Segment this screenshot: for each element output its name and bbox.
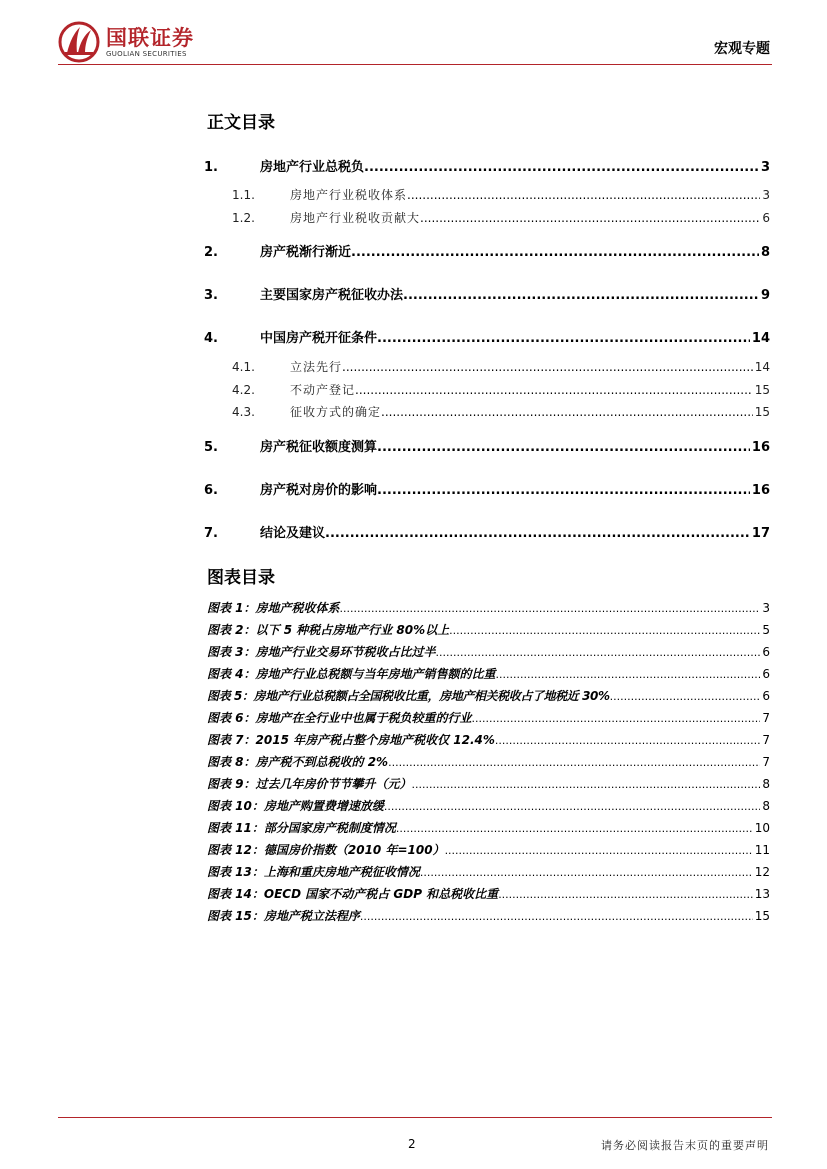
- toc-entry-title: 立法先行: [290, 360, 343, 374]
- toc-entry[interactable]: [200, 327, 770, 345]
- figure-entry[interactable]: [207, 885, 770, 902]
- figure-entry-title: 图表 9：过去几年房价节节攀升（元）: [207, 777, 412, 791]
- toc-entry-title: 中国房产税开征条件: [260, 331, 378, 346]
- toc-leader-dots: [377, 483, 750, 498]
- toc-entry-title: 房地产行业总税负: [260, 160, 365, 175]
- figure-entry-title: 图表 12：德国房价指数（2010 年=100）: [207, 843, 445, 857]
- toc-leader-dots: [351, 245, 759, 260]
- figure-entry-title: 图表 6：房地产在全行业中也属于税负较重的行业: [207, 711, 472, 725]
- figure-entry-page: 7: [762, 755, 770, 769]
- toc-leader-dots: [407, 188, 760, 202]
- figure-entry[interactable]: [207, 709, 770, 726]
- figure-entry-title: 图表 10：房地产购置费增速放缓: [207, 799, 384, 813]
- figure-entry[interactable]: [207, 643, 770, 660]
- toc-entry-title: 房产税渐行渐近: [260, 245, 352, 260]
- page-header: [58, 20, 772, 64]
- figure-entry-page: 3: [762, 601, 770, 615]
- logo-name-cn: 国联证券: [106, 25, 194, 50]
- toc-entry-page: 16: [751, 483, 770, 498]
- toc-entry-page: 9: [760, 288, 770, 303]
- toc-entry[interactable]: [200, 479, 770, 497]
- figure-entry-page: 7: [762, 733, 770, 747]
- toc-entry-page: 8: [760, 245, 770, 260]
- logo-name-en: GUOLIAN SECURITIES: [106, 49, 187, 58]
- toc-subentry[interactable]: [200, 403, 770, 421]
- figure-entry[interactable]: [207, 599, 770, 616]
- figure-leader-dots: [445, 844, 753, 857]
- figure-entry-title: 图表 11：部分国家房产税制度情况: [207, 821, 396, 835]
- toc-entry-number: 1.: [204, 160, 218, 175]
- figure-leader-dots: [449, 624, 760, 637]
- figure-entry-page: 7: [762, 711, 770, 725]
- toc-entry-title: 房产税征收额度测算: [260, 440, 378, 455]
- toc-entry-page: 3: [760, 160, 770, 175]
- figure-entry[interactable]: [207, 819, 770, 836]
- report-type: 宏观专题: [714, 41, 770, 57]
- figure-leader-dots: [396, 822, 753, 835]
- toc-entry-number: 1.1.: [232, 188, 255, 202]
- figure-entry-title: 图表 3：房地产行业交易环节税收占比过半: [207, 645, 436, 659]
- footer-disclaimer: 请务必阅读报告末页的重要声明: [601, 1139, 769, 1152]
- figure-entry-title: 图表 7：2015 年房产税占整个房地产税收仅 12.4%: [207, 733, 495, 747]
- figure-entry[interactable]: [207, 621, 770, 638]
- figure-entry-page: 8: [762, 777, 770, 791]
- toc-leader-dots: [377, 440, 750, 455]
- toc-subentry[interactable]: [200, 358, 770, 376]
- toc-entry-number: 1.2.: [232, 211, 255, 225]
- figure-entry-title: 图表 2：以下 5 种税占房地产行业 80%以上: [207, 623, 450, 637]
- figure-entry-page: 8: [762, 799, 770, 813]
- toc-subentry[interactable]: [200, 381, 770, 399]
- toc-entry-title: 征收方式的确定: [290, 405, 382, 419]
- figure-entry-page: 15: [754, 909, 770, 923]
- figure-entry-page: 12: [754, 865, 770, 879]
- figure-leader-dots: [340, 602, 761, 615]
- toc-entry-number: 2.: [204, 245, 218, 260]
- figure-entry[interactable]: [207, 841, 770, 858]
- toc-entry-number: 7.: [204, 526, 218, 541]
- guolian-logo-icon: [58, 21, 100, 63]
- toc-entry-number: 6.: [204, 483, 218, 498]
- figure-leader-dots: [610, 690, 761, 703]
- toc-entry-page: 3: [762, 188, 770, 202]
- figure-entry-title: 图表 5：房地产行业总税额占全国税收比重，房地产相关税收占了地税近 30%: [207, 689, 610, 703]
- figure-leader-dots: [498, 888, 753, 901]
- figure-entry[interactable]: [207, 907, 770, 924]
- figure-leader-dots: [472, 712, 761, 725]
- toc-entry[interactable]: [200, 436, 770, 454]
- page-number: 2: [408, 1137, 416, 1151]
- toc-entry-title: 主要国家房产税征收办法: [260, 288, 404, 303]
- toc-entry-title: 房地产行业税收体系: [290, 188, 408, 202]
- toc-entry[interactable]: [200, 156, 770, 174]
- figure-leader-dots: [496, 668, 761, 681]
- toc-leader-dots: [355, 383, 753, 397]
- figure-entry-page: 13: [754, 887, 770, 901]
- figure-entry-title: 图表 1：房地产税收体系: [207, 601, 340, 615]
- toc-leader-dots: [342, 360, 753, 374]
- toc-entry-page: 14: [754, 360, 770, 374]
- toc-entry-page: 6: [762, 211, 770, 225]
- figure-leader-dots: [412, 778, 761, 791]
- figure-entry[interactable]: [207, 797, 770, 814]
- company-logo: [58, 20, 194, 64]
- toc-entry-number: 3.: [204, 288, 218, 303]
- toc-leader-dots: [403, 288, 759, 303]
- toc-entry-number: 4.: [204, 331, 218, 346]
- toc-entry-number: 5.: [204, 440, 218, 455]
- figure-entry[interactable]: [207, 753, 770, 770]
- figure-leader-dots: [384, 800, 760, 813]
- toc-entry-page: 16: [751, 440, 770, 455]
- figure-entry-page: 6: [762, 667, 770, 681]
- figures-heading: 图表目录: [207, 568, 275, 588]
- figure-entry[interactable]: [207, 665, 770, 682]
- figure-leader-dots: [436, 646, 761, 659]
- toc-entry-page: 17: [751, 526, 770, 541]
- toc-subentry[interactable]: [200, 209, 770, 227]
- toc-leader-dots: [325, 526, 750, 541]
- toc-entry-number: 4.2.: [232, 383, 255, 397]
- figure-entry[interactable]: [207, 731, 770, 748]
- figure-leader-dots: [495, 734, 760, 747]
- toc-entry-page: 15: [754, 405, 770, 419]
- toc-leader-dots: [381, 405, 753, 419]
- figure-entry-title: 图表 15：房地产税立法程序: [207, 909, 360, 923]
- figure-leader-dots: [388, 756, 760, 769]
- toc-entry[interactable]: [200, 241, 770, 259]
- toc-leader-dots: [364, 160, 759, 175]
- toc-entry-number: 4.1.: [232, 360, 255, 374]
- toc-heading: 正文目录: [207, 113, 275, 133]
- toc-entry-page: 14: [751, 331, 770, 346]
- toc-entry-title: 不动产登记: [290, 383, 356, 397]
- toc-entry[interactable]: [200, 522, 770, 540]
- figure-entry-title: 图表 13：上海和重庆房地产税征收情况: [207, 865, 420, 879]
- figure-entry-title: 图表 4：房地产行业总税额与当年房地产销售额的比重: [207, 667, 496, 681]
- toc-leader-dots: [377, 331, 750, 346]
- figure-entry-page: 6: [762, 645, 770, 659]
- toc-leader-dots: [420, 211, 760, 225]
- figure-entry[interactable]: [207, 687, 770, 704]
- toc-entry[interactable]: [200, 284, 770, 302]
- figure-leader-dots: [420, 866, 753, 879]
- figure-entry-title: 图表 14：OECD 国家不动产税占 GDP 和总税收比重: [207, 887, 499, 901]
- toc-entry-number: 4.3.: [232, 405, 255, 419]
- toc-entry-page: 15: [754, 383, 770, 397]
- figure-entry-page: 5: [762, 623, 770, 637]
- toc-entry-title: 结论及建议: [260, 526, 326, 541]
- figure-entry[interactable]: [207, 775, 770, 792]
- toc-entry-title: 房产税对房价的影响: [260, 483, 378, 498]
- footer-divider: [58, 1117, 772, 1118]
- figure-entry-page: 10: [754, 821, 770, 835]
- figure-leader-dots: [360, 910, 753, 923]
- figure-entry-page: 6: [762, 689, 770, 703]
- figure-entry[interactable]: [207, 863, 770, 880]
- header-divider: [58, 64, 772, 65]
- figure-entry-page: 11: [754, 843, 770, 857]
- toc-entry-title: 房地产行业税收贡献大: [290, 211, 421, 225]
- figure-entry-title: 图表 8：房产税不到总税收的 2%: [207, 755, 389, 769]
- toc-subentry[interactable]: [200, 186, 770, 204]
